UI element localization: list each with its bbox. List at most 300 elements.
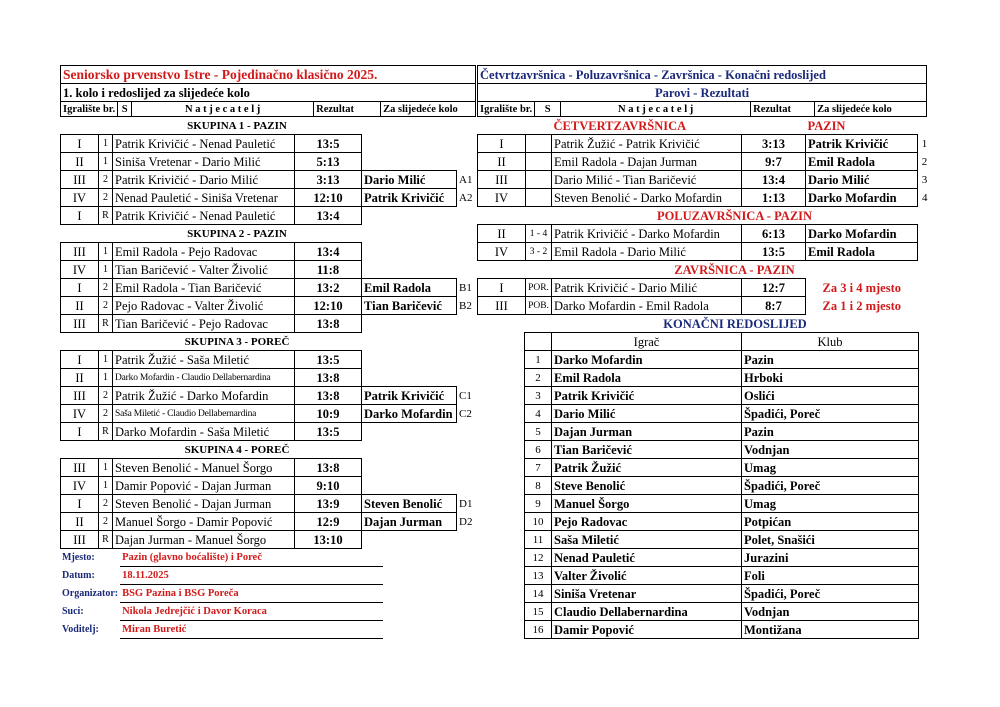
match-row bbox=[61, 387, 479, 405]
stage: 1 bbox=[99, 153, 113, 171]
players: Darko Mofardin - Claudio Dellabernardina bbox=[113, 369, 295, 387]
section-header-row bbox=[478, 117, 932, 135]
score: 13:8 bbox=[295, 369, 362, 387]
score: 13:8 bbox=[295, 387, 362, 405]
section-title: POLUZAVRŠNICA - PAZIN bbox=[656, 208, 813, 223]
stage bbox=[526, 153, 552, 171]
club-name: Pazin bbox=[742, 351, 919, 369]
score: 12:9 bbox=[295, 513, 362, 531]
players: Patrik Žužić - Patrik Krivičić bbox=[552, 135, 742, 153]
score: 13:5 bbox=[295, 135, 362, 153]
winner-number: 3 bbox=[921, 173, 928, 186]
players: Manuel Šorgo - Damir Popović bbox=[113, 513, 295, 531]
next-round: Tian Baričević bbox=[362, 297, 457, 315]
rank: 13 bbox=[525, 567, 552, 585]
ranking-row bbox=[525, 441, 919, 459]
court: III bbox=[61, 315, 99, 333]
semi-row bbox=[478, 225, 932, 243]
player-name: Darko Mofardin bbox=[552, 351, 742, 369]
quarter-row bbox=[478, 171, 932, 189]
match-row bbox=[61, 243, 479, 261]
court: III bbox=[61, 171, 99, 189]
score: 13:10 bbox=[295, 531, 362, 549]
player-name: Nenad Pauletić bbox=[552, 549, 742, 567]
stage bbox=[526, 171, 552, 189]
ranking-table bbox=[524, 315, 919, 639]
final-row bbox=[478, 297, 932, 315]
quarter-row bbox=[478, 135, 932, 153]
score: 1:13 bbox=[742, 189, 806, 207]
stage: 2 bbox=[99, 513, 113, 531]
advance-code: D2 bbox=[459, 515, 473, 528]
score: 13:5 bbox=[742, 243, 806, 261]
info-value: 18.11.2025 bbox=[120, 567, 383, 585]
advance-code bbox=[457, 207, 479, 225]
court: III bbox=[61, 387, 99, 405]
player-name: Steve Benolić bbox=[552, 477, 742, 495]
r-col-igraliste: Igralište br. bbox=[478, 102, 535, 117]
next-round bbox=[362, 369, 457, 387]
match-row bbox=[61, 351, 479, 369]
score: 13:5 bbox=[295, 351, 362, 369]
match-row bbox=[61, 369, 479, 387]
advance-code bbox=[457, 531, 479, 549]
club-name: Špadići, Poreč bbox=[742, 585, 919, 603]
ranking-title-row bbox=[525, 315, 919, 333]
score: 12:7 bbox=[742, 279, 806, 297]
club-name: Špadići, Poreč bbox=[742, 477, 919, 495]
stage: 1 bbox=[99, 369, 113, 387]
match-row bbox=[61, 207, 479, 225]
next-round: Darko Mofardin bbox=[362, 405, 457, 423]
rank: 14 bbox=[525, 585, 552, 603]
score: 12:10 bbox=[295, 297, 362, 315]
r-col-rezultat: Rezultat bbox=[751, 102, 815, 117]
player-name: Saša Miletić bbox=[552, 531, 742, 549]
rank: 7 bbox=[525, 459, 552, 477]
advance-code bbox=[457, 477, 479, 495]
advance-code bbox=[457, 135, 479, 153]
match-row bbox=[61, 405, 479, 423]
score: 9:7 bbox=[742, 153, 806, 171]
player-name: Patrik Žužić bbox=[552, 459, 742, 477]
court: I bbox=[478, 135, 526, 153]
info-value: Pazin (glavno boćalište) i Poreč bbox=[120, 549, 383, 567]
players: Pejo Radovac - Valter Živolić bbox=[113, 297, 295, 315]
col-player: Igrač bbox=[552, 333, 742, 351]
section-header-row bbox=[478, 261, 932, 279]
score: 6:13 bbox=[742, 225, 806, 243]
court: I bbox=[61, 135, 99, 153]
players: Nenad Pauletić - Siniša Vretenar bbox=[113, 189, 295, 207]
player-name: Damir Popović bbox=[552, 621, 742, 639]
left-subtitle: 1. kolo i redoslijed za slijedeće kolo bbox=[61, 84, 476, 102]
ranking-row bbox=[525, 567, 919, 585]
club-name: Vodnjan bbox=[742, 441, 919, 459]
stage: 2 bbox=[99, 405, 113, 423]
stage: 2 bbox=[99, 189, 113, 207]
next-round: Emil Radola bbox=[362, 279, 457, 297]
advance-code bbox=[457, 153, 479, 171]
group-header-row bbox=[61, 333, 479, 351]
pairing: 1 - 4 bbox=[526, 225, 552, 243]
final-note: Za 3 i 4 mjesto bbox=[822, 280, 901, 295]
match-row bbox=[61, 459, 479, 477]
advance-code bbox=[457, 351, 479, 369]
stage: 1 bbox=[99, 459, 113, 477]
match-row bbox=[61, 477, 479, 495]
match-row bbox=[61, 315, 479, 333]
info-table bbox=[60, 549, 383, 639]
quarter-row bbox=[478, 189, 932, 207]
advance-code bbox=[457, 261, 479, 279]
col-natjecatelj: N a t j e c a t e l j bbox=[132, 102, 314, 117]
court: II bbox=[61, 513, 99, 531]
next-round bbox=[362, 459, 457, 477]
next-round bbox=[362, 243, 457, 261]
winner-number: 1 bbox=[921, 137, 928, 150]
advance-code: C2 bbox=[459, 407, 472, 420]
winner-number: 4 bbox=[922, 191, 928, 204]
rank: 4 bbox=[525, 405, 552, 423]
next-round bbox=[362, 315, 457, 333]
club-name: Oslići bbox=[742, 387, 919, 405]
advance-code bbox=[457, 243, 479, 261]
player-name: Manuel Šorgo bbox=[552, 495, 742, 513]
court: I bbox=[61, 207, 99, 225]
next-round bbox=[362, 477, 457, 495]
stage bbox=[526, 189, 552, 207]
advance-code: C1 bbox=[459, 389, 472, 402]
club-name: Hrboki bbox=[742, 369, 919, 387]
court: IV bbox=[61, 189, 99, 207]
next-round bbox=[362, 261, 457, 279]
col-igraliste: Igralište br. bbox=[61, 102, 118, 117]
info-row bbox=[60, 585, 383, 603]
next-round: Dajan Jurman bbox=[362, 513, 457, 531]
info-label: Voditelj: bbox=[62, 623, 99, 635]
score: 8:7 bbox=[742, 297, 806, 315]
court: III bbox=[61, 459, 99, 477]
next-round: Steven Benolić bbox=[362, 495, 457, 513]
advance-code: D1 bbox=[459, 497, 473, 510]
club-name: Polet, Snašići bbox=[742, 531, 919, 549]
info-row bbox=[60, 549, 383, 567]
advance-code: A1 bbox=[459, 173, 473, 186]
players: Steven Benolić - Darko Mofardin bbox=[552, 189, 742, 207]
court: IV bbox=[61, 477, 99, 495]
section-title: ZAVRŠNICA - PAZIN bbox=[674, 262, 795, 277]
club-name: Umag bbox=[742, 495, 919, 513]
advance-code bbox=[457, 369, 479, 387]
court: IV bbox=[478, 189, 526, 207]
ranking-row bbox=[525, 477, 919, 495]
col-s: S bbox=[118, 102, 132, 117]
group-title: SKUPINA 2 - PAZIN bbox=[187, 227, 287, 240]
rank: 11 bbox=[525, 531, 552, 549]
stage: 2 bbox=[99, 297, 113, 315]
col-rezultat: Rezultat bbox=[314, 102, 381, 117]
club-name: Montižana bbox=[742, 621, 919, 639]
final-row bbox=[478, 279, 932, 297]
next-round bbox=[362, 135, 457, 153]
right-title: Četvrtzavršnica - Poluzavršnica - Završnica - Konačni redoslijed bbox=[478, 66, 927, 84]
info-value: Nikola Jedrejčić i Davor Koraca bbox=[120, 603, 383, 621]
rank: 15 bbox=[525, 603, 552, 621]
players: Patrik Krivičić - Nenad Pauletić bbox=[113, 207, 295, 225]
group-title: SKUPINA 3 - POREČ bbox=[184, 335, 290, 348]
ranking-row bbox=[525, 369, 919, 387]
section-header-row bbox=[478, 207, 932, 225]
pairing: 3 - 2 bbox=[526, 243, 552, 261]
score: 13:9 bbox=[295, 495, 362, 513]
winner: Emil Radola bbox=[806, 243, 918, 261]
final-note: Za 1 i 2 mjesto bbox=[822, 298, 901, 313]
ranking-row bbox=[525, 387, 919, 405]
semi-row bbox=[478, 243, 932, 261]
final-type: POR. bbox=[526, 279, 552, 297]
ranking-row bbox=[525, 423, 919, 441]
group-header-row bbox=[61, 117, 479, 135]
court: I bbox=[61, 279, 99, 297]
winner: Darko Mofardin bbox=[806, 189, 918, 207]
players: Emil Radola - Dajan Jurman bbox=[552, 153, 742, 171]
stage: 1 bbox=[99, 243, 113, 261]
player-name: Valter Živolić bbox=[552, 567, 742, 585]
court: II bbox=[61, 153, 99, 171]
court: IV bbox=[61, 405, 99, 423]
court: IV bbox=[61, 261, 99, 279]
rank: 9 bbox=[525, 495, 552, 513]
rank: 2 bbox=[525, 369, 552, 387]
advance-code bbox=[457, 423, 479, 441]
ranking-header-row bbox=[525, 333, 919, 351]
court: III bbox=[478, 297, 526, 315]
stage: 1 bbox=[99, 351, 113, 369]
score: 10:9 bbox=[295, 405, 362, 423]
rank: 16 bbox=[525, 621, 552, 639]
ranking-row bbox=[525, 495, 919, 513]
group-title: SKUPINA 4 - POREČ bbox=[184, 443, 290, 456]
stage: R bbox=[99, 531, 113, 549]
match-row bbox=[61, 153, 479, 171]
left-sheet bbox=[60, 65, 498, 639]
left-title: Seniorsko prvenstvo Istre - Pojedinačno klasično 2025. bbox=[61, 66, 476, 84]
players: Tian Baričević - Pejo Radovac bbox=[113, 315, 295, 333]
next-round bbox=[362, 423, 457, 441]
players: Patrik Žužić - Darko Mofardin bbox=[113, 387, 295, 405]
club-name: Špadići, Poreč bbox=[742, 405, 919, 423]
match-row bbox=[61, 135, 479, 153]
club-name: Vodnjan bbox=[742, 603, 919, 621]
court: II bbox=[478, 225, 526, 243]
match-row bbox=[61, 531, 479, 549]
court: II bbox=[61, 297, 99, 315]
rank: 6 bbox=[525, 441, 552, 459]
players: Dajan Jurman - Manuel Šorgo bbox=[113, 531, 295, 549]
ranking-row bbox=[525, 351, 919, 369]
court: I bbox=[61, 495, 99, 513]
court: IV bbox=[478, 243, 526, 261]
score: 13:5 bbox=[295, 423, 362, 441]
info-label: Mjesto: bbox=[62, 551, 95, 563]
players: Steven Benolić - Manuel Šorgo bbox=[113, 459, 295, 477]
players: Emil Radola - Tian Baričević bbox=[113, 279, 295, 297]
info-row bbox=[60, 621, 383, 639]
court: III bbox=[478, 171, 526, 189]
match-row bbox=[61, 171, 479, 189]
players: Emil Radola - Pejo Radovac bbox=[113, 243, 295, 261]
advance-code bbox=[457, 459, 479, 477]
player-name: Emil Radola bbox=[552, 369, 742, 387]
score: 3:13 bbox=[742, 135, 806, 153]
player-name: Claudio Dellabernardina bbox=[552, 603, 742, 621]
score: 13:4 bbox=[295, 207, 362, 225]
next-round bbox=[362, 351, 457, 369]
player-name: Dario Milić bbox=[552, 405, 742, 423]
club-name: Jurazini bbox=[742, 549, 919, 567]
next-round: Dario Milić bbox=[362, 171, 457, 189]
score: 5:13 bbox=[295, 153, 362, 171]
court: II bbox=[61, 369, 99, 387]
stage: 1 bbox=[99, 261, 113, 279]
next-round: Patrik Krivičić bbox=[362, 387, 457, 405]
info-row bbox=[60, 567, 383, 585]
club-name: Pazin bbox=[742, 423, 919, 441]
score: 9:10 bbox=[295, 477, 362, 495]
winner: Darko Mofardin bbox=[806, 225, 918, 243]
score: 13:4 bbox=[295, 243, 362, 261]
player-name: Pejo Radovac bbox=[552, 513, 742, 531]
info-label: Suci: bbox=[62, 605, 84, 617]
club-name: Foli bbox=[742, 567, 919, 585]
match-row bbox=[61, 279, 479, 297]
players: Damir Popović - Dajan Jurman bbox=[113, 477, 295, 495]
club-name: Umag bbox=[742, 459, 919, 477]
stage bbox=[526, 135, 552, 153]
right-subtitle: Parovi - Rezultati bbox=[478, 84, 927, 102]
stage: 2 bbox=[99, 387, 113, 405]
next-round bbox=[362, 153, 457, 171]
group-header-row bbox=[61, 225, 479, 243]
player-name: Patrik Krivičić bbox=[552, 387, 742, 405]
winner-number: 2 bbox=[921, 155, 928, 168]
next-round bbox=[362, 531, 457, 549]
rank: 3 bbox=[525, 387, 552, 405]
col-club: Klub bbox=[742, 333, 919, 351]
score: 3:13 bbox=[295, 171, 362, 189]
players: Siniša Vretenar - Dario Milić bbox=[113, 153, 295, 171]
match-row bbox=[61, 423, 479, 441]
players: Patrik Žužić - Saša Miletić bbox=[113, 351, 295, 369]
court: III bbox=[61, 243, 99, 261]
winner: Dario Milić bbox=[806, 171, 918, 189]
ranking-row bbox=[525, 531, 919, 549]
score: 13:2 bbox=[295, 279, 362, 297]
ranking-row bbox=[525, 585, 919, 603]
ranking-row bbox=[525, 549, 919, 567]
players: Darko Mofardin - Emil Radola bbox=[552, 297, 742, 315]
players: Steven Benolić - Dajan Jurman bbox=[113, 495, 295, 513]
advance-code bbox=[457, 315, 479, 333]
ranking-row bbox=[525, 621, 919, 639]
players: Patrik Krivičić - Dario Milić bbox=[552, 279, 742, 297]
match-row bbox=[61, 495, 479, 513]
r-col-natjecatelj: N a t j e c a t e l j bbox=[561, 102, 751, 117]
right-matches-table bbox=[477, 117, 932, 315]
info-label: Organizator: bbox=[62, 587, 119, 599]
section-title: ČETVERTZAVRŠNICA bbox=[553, 118, 687, 133]
rank: 12 bbox=[525, 549, 552, 567]
stage: 1 bbox=[99, 477, 113, 495]
stage: R bbox=[99, 423, 113, 441]
match-row bbox=[61, 261, 479, 279]
left-groups-table bbox=[60, 117, 479, 549]
players: Saša Miletić - Claudio Dellabernardina bbox=[113, 405, 295, 423]
advance-code: B1 bbox=[459, 281, 472, 294]
stage: 1 bbox=[99, 135, 113, 153]
info-value: Miran Buretić bbox=[120, 621, 383, 639]
score: 13:8 bbox=[295, 459, 362, 477]
players: Patrik Krivičić - Darko Mofardin bbox=[552, 225, 742, 243]
r-col-slijedece: Za slijedeće kolo bbox=[815, 102, 927, 117]
score: 13:8 bbox=[295, 315, 362, 333]
stage: 2 bbox=[99, 279, 113, 297]
players: Tian Baričević - Valter Živolić bbox=[113, 261, 295, 279]
left-header-table bbox=[60, 65, 498, 117]
final-type: POB. bbox=[526, 297, 552, 315]
stage: 2 bbox=[99, 495, 113, 513]
r-col-s: S bbox=[535, 102, 561, 117]
match-row bbox=[61, 189, 479, 207]
rank: 8 bbox=[525, 477, 552, 495]
ranking-row bbox=[525, 405, 919, 423]
ranking-title: KONAČNI REDOSLIJED bbox=[663, 316, 807, 331]
group-header-row bbox=[61, 441, 479, 459]
players: Dario Milić - Tian Baričević bbox=[552, 171, 742, 189]
next-round: Patrik Krivičić bbox=[362, 189, 457, 207]
players: Patrik Krivičić - Nenad Pauletić bbox=[113, 135, 295, 153]
right-header-table bbox=[477, 65, 941, 117]
score: 12:10 bbox=[295, 189, 362, 207]
score: 13:4 bbox=[742, 171, 806, 189]
info-row bbox=[60, 603, 383, 621]
rank: 5 bbox=[525, 423, 552, 441]
club-name: Potpićan bbox=[742, 513, 919, 531]
winner: Patrik Krivičić bbox=[806, 135, 918, 153]
stage: R bbox=[99, 207, 113, 225]
ranking-row bbox=[525, 603, 919, 621]
court: III bbox=[61, 531, 99, 549]
group-title: SKUPINA 1 - PAZIN bbox=[187, 119, 287, 132]
winner: Emil Radola bbox=[806, 153, 918, 171]
players: Darko Mofardin - Saša Miletić bbox=[113, 423, 295, 441]
next-round bbox=[362, 207, 457, 225]
court: I bbox=[61, 351, 99, 369]
players: Emil Radola - Dario Milić bbox=[552, 243, 742, 261]
advance-code: A2 bbox=[459, 191, 473, 204]
court: I bbox=[61, 423, 99, 441]
right-sheet bbox=[477, 65, 941, 639]
match-row bbox=[61, 513, 479, 531]
score: 11:8 bbox=[295, 261, 362, 279]
col-slijedece: Za slijedeće kolo bbox=[381, 102, 476, 117]
court: II bbox=[478, 153, 526, 171]
rank: 1 bbox=[525, 351, 552, 369]
info-label: Datum: bbox=[62, 569, 95, 581]
players: Patrik Krivičić - Dario Milić bbox=[113, 171, 295, 189]
info-value: BSG Pazina i BSG Poreča bbox=[120, 585, 383, 603]
